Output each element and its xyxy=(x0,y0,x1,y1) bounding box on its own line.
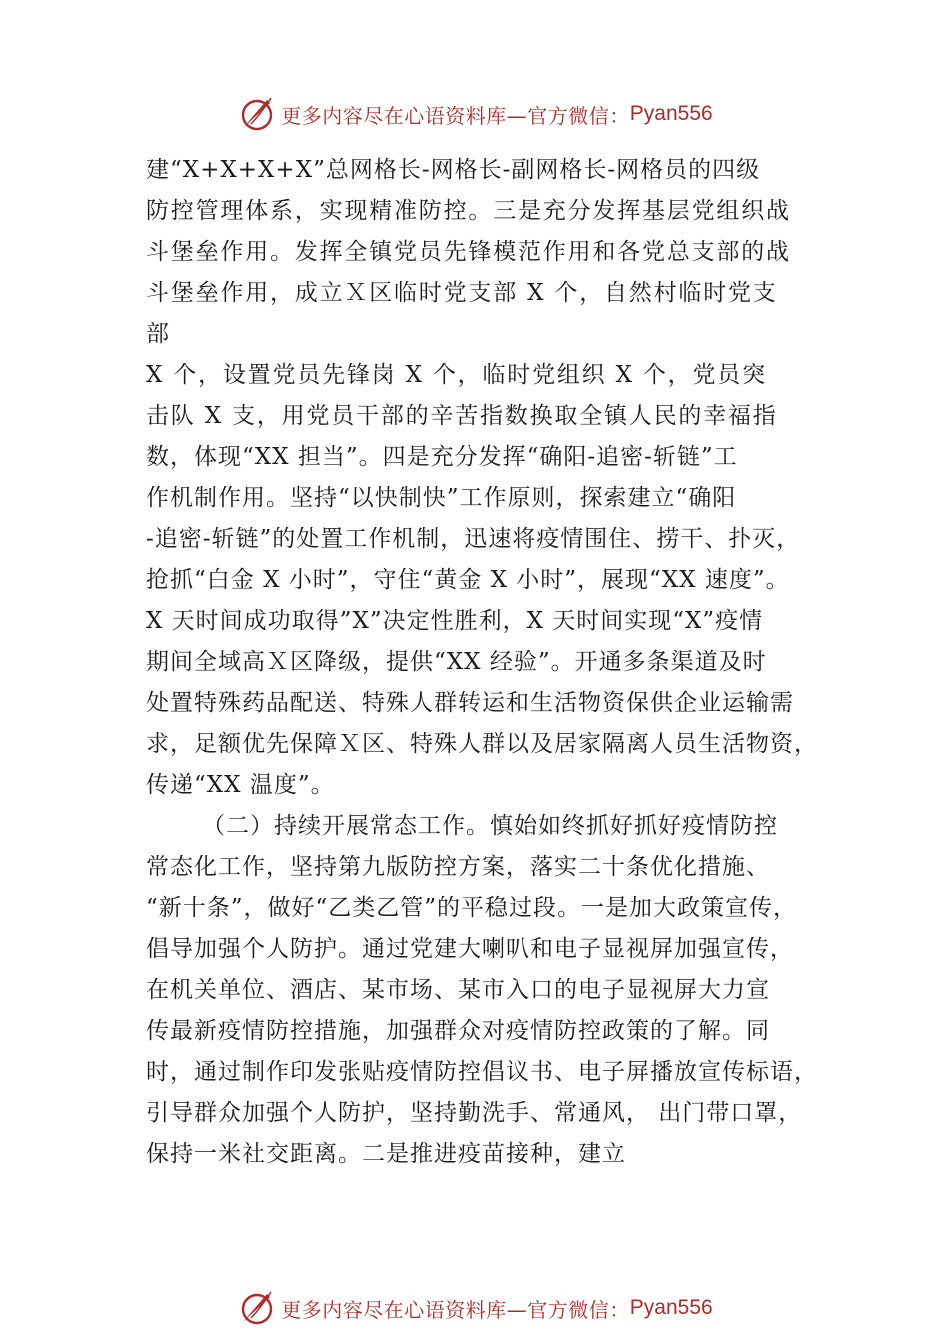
body-line: -追密-斩链”的处置工作机制，迅速将疫情围住、捞干、扑灭， xyxy=(146,526,801,552)
body-line: 期间全域高Ｘ区降级，提供“XX 经验”。开通多条渠道及时 xyxy=(146,649,767,675)
body-line: 求，足额优先保障Ｘ区、特殊人群以及居家隔离人员生活物资， xyxy=(146,731,818,757)
body-line: 时，通过制作印发张贴疫情防控倡议书、电子屏播放宣传标语， xyxy=(146,1059,818,1085)
body-line: 常态化工作，坚持第九版防控方案，落实二十条优化措施、 xyxy=(146,854,770,880)
section-heading-line: （二）持续开展常态工作。慎始如终抓好抓好疫情防控 xyxy=(202,813,778,839)
body-line: 作机制作用。坚持“以快制快”工作原则，探索建立“确阳 xyxy=(146,485,737,511)
footer-wechat-id: Pyan556 xyxy=(629,1296,713,1319)
body-line: 保持一米社交距离。二是推进疫苗接种，建立 xyxy=(146,1141,626,1167)
document-body xyxy=(146,150,846,1175)
header-wechat-id: Pyan556 xyxy=(629,102,713,125)
quill-logo-icon xyxy=(237,1288,277,1328)
body-line: X 个，设置党员先锋岗 X 个，临时党组织 X 个，党员突 xyxy=(146,362,767,388)
body-line: 防控管理体系，实现精准防控。三是充分发挥基层党组织战 xyxy=(146,198,791,224)
footer-text: 更多内容尽在心语资料库—官方微信： xyxy=(281,1297,630,1322)
body-line: 斗堡垒作用。发挥全镇党员先锋模范作用和各党总支部的战 xyxy=(146,239,791,265)
header-banner xyxy=(0,92,950,136)
footer-banner xyxy=(0,1286,950,1330)
body-line: X 天时间成功取得”X”决定性胜利，X 天时间实现“X”疫情 xyxy=(146,608,764,634)
body-line: 传最新疫情防控措施，加强群众对疫情防控政策的了解。同 xyxy=(146,1018,770,1044)
body-line: 抢抓“白金 X 小时”，守住“黄金 X 小时”，展现“XX 速度”。 xyxy=(146,567,790,593)
body-line: 斗堡垒作用，成立Ｘ区临时党支部 X 个，自然村临时党支 xyxy=(146,280,778,306)
body-line: 建“X+X+X+X”总网格长-网格长-副网格长-网格员的四级 xyxy=(146,157,761,183)
body-line: 在机关单位、酒店、某市场、某市入口的电子显视屏大力宣 xyxy=(146,977,770,1003)
quill-logo-icon xyxy=(237,94,277,134)
body-line: 处置特殊药品配送、特殊人群转运和生活物资保供企业运输需 xyxy=(146,690,794,716)
body-line: 倡导加强个人防护。通过党建大喇叭和电子显视屏加强宣传， xyxy=(146,936,794,962)
body-line: “新十条”，做好“乙类乙管”的平稳过段。一是加大政策宣传， xyxy=(146,895,798,921)
header-text: 更多内容尽在心语资料库—官方微信： xyxy=(281,103,630,128)
body-line: 引导群众加强个人防护，坚持勤洗手、常通风， 出门带口罩， xyxy=(146,1100,803,1126)
body-line: 部 xyxy=(146,321,170,347)
body-line: 击队 X 支，用党员干部的辛苦指数换取全镇人民的幸福指 xyxy=(146,403,778,429)
body-line: 数，体现“XX 担当”。四是充分发挥“确阳-追密-斩链”工 xyxy=(146,444,738,470)
body-line: 传递“XX 温度”。 xyxy=(146,772,335,798)
